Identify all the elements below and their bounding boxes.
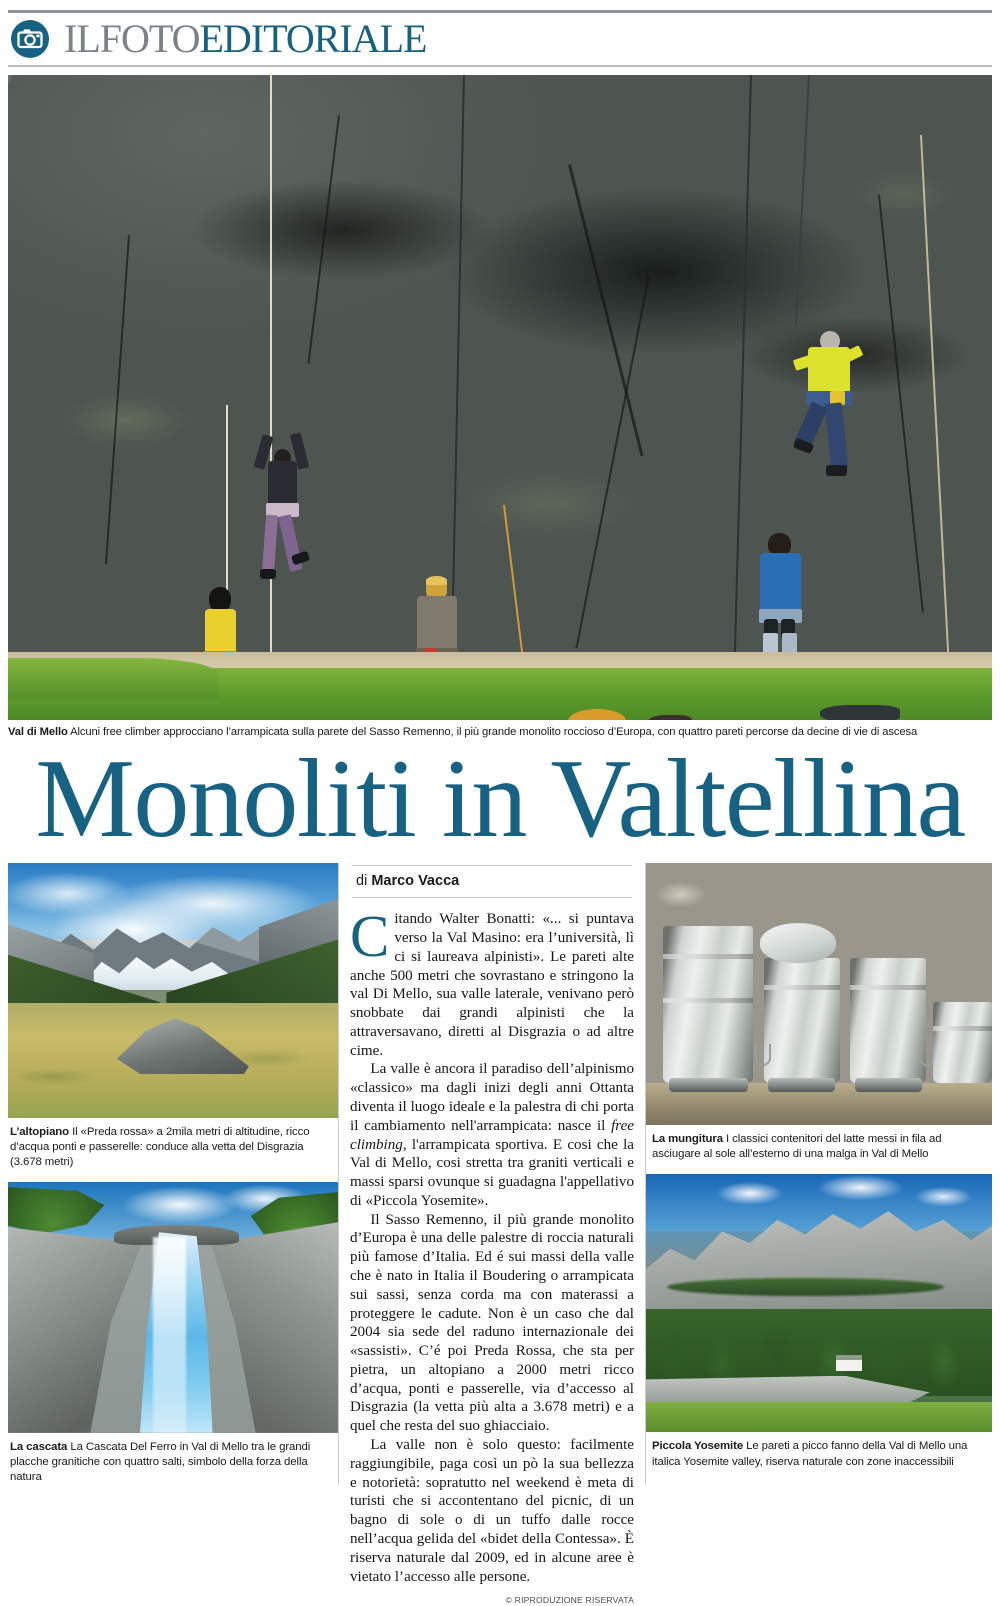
hero-caption-label: Val di Mello — [8, 726, 68, 738]
altopiano-caption — [8, 1118, 338, 1170]
masthead-title-part1: ILFOTO — [64, 16, 200, 61]
mungitura-photo — [646, 863, 992, 1125]
drop-cap: C — [350, 903, 390, 970]
waterfall-spray — [153, 1237, 186, 1432]
right-column — [646, 863, 992, 1485]
byline-author: Marco Vacca — [371, 873, 460, 890]
meadow — [646, 1402, 992, 1433]
gear-pile — [648, 715, 692, 720]
piccola-yosemite-caption-label: Piccola Yosemite — [652, 1440, 744, 1453]
masthead-bottom-rule — [8, 65, 992, 67]
page-title — [64, 16, 427, 61]
article-p2-a: La valle è ancora il paradiso dell’alpinismo «classico» ma dagli inizi degli anni Ottanta diventa il luogo ideale e la palestra di chi porta il cambiamento nell'arrampicata: nasce il — [350, 1061, 634, 1134]
white-house — [836, 1355, 862, 1371]
altopiano-photo — [8, 863, 338, 1117]
piccola-yosemite-photo — [646, 1174, 992, 1432]
article-paragraph-3: Il Sasso Remenno, il più grande monolito d’Europa è una delle palestre di roccia naturali più famose d’Italia. Ed é sui massi della valle che è nato in Italia il Boudering o arrampicata sui sassi, senza corda ma con materassi a proteggere le cadute. Non è un caso che dal 2004 sia sede del raduno internazionale dei «sassisti». C’é poi Preda Rossa, che sta per pietra, un altopiano a 2000 metri ricco d’acqua, ponti e passerelle, via d’accesso al Disgrazia (la vetta più alta a 3.678 metri) e a quel che resta del suo ghiacciaio. — [350, 1211, 634, 1435]
content-grid — [8, 863, 992, 1606]
article-p2-emphasis: free climbing — [350, 1117, 634, 1153]
mungitura-caption-label: La mungitura — [652, 1133, 723, 1146]
left-column — [8, 863, 338, 1485]
hero-caption-text: Alcuni free climber approcciano l’arrampicata sulla parete del Sasso Remenno, il più grande monolito roccioso d’Europa, con quattro pareti percorse da decine di vie di ascesa — [70, 726, 918, 738]
milk-can-lid — [760, 923, 836, 962]
cascata-caption-label: La cascata — [10, 1440, 68, 1453]
milk-can — [850, 958, 926, 1084]
altopiano-caption-text: Il «Preda rossa» a 2mila metri di altitudine, ricco d’acqua ponti e passerelle: conduce alla vetta del Disgrazia (3.678 metri) — [10, 1125, 310, 1168]
article-p1-text: itando Walter Bonatti: «... si puntava verso la Val Masino: era l’università, lì ci si laureava alpinisti». Le pareti alte anche 500 metri che sovrastano e stringono la val Di Mello, sua valle laterale, venivano però snobbate dai grandi alpinisti che la attraversavano, diretti al Disgrazia o ad altre cime. — [350, 911, 634, 1059]
piccola-yosemite-caption — [646, 1432, 992, 1469]
altopiano-caption-label: L’altopiano — [10, 1125, 70, 1138]
article-paragraph-4: La valle non è solo questo: facilmente raggiungibile, paga così un pò la sua bellezza e notorietà: sopratutto nel weekend è meta di turisti che si accontentano del picnic, di un bagno di sole o di un tuffo dalle rocce nell’acqua gelida del «bidet della Contessa». È riserva naturale dal 2009, ed in alcune aree è vietato l’accesso alle persone. — [350, 1437, 634, 1585]
copyright-credit: © RIPRODUZIONE RISERVATA — [505, 1595, 634, 1606]
milk-can — [663, 926, 753, 1083]
masthead-title-part2: EDITORIALE — [199, 16, 427, 61]
milk-can-tilted — [933, 1002, 992, 1083]
mungitura-caption-text: I classici contenitori del latte messi in fila ad asciugare al sole all’esterno di una malga in Val di Mello — [652, 1133, 942, 1161]
cascata-caption-text: La Cascata Del Ferro in Val di Mello tra le grandi placche granitiche con quattro salti, simbolo della forza della natura — [10, 1440, 311, 1484]
climber-yellow-shirt — [780, 323, 876, 493]
article-column — [338, 863, 646, 1606]
article-paragraph-2 — [350, 1060, 634, 1210]
article-p2-b: , l'arrampicata sportiva. E cosi che la Val di Mello, cosi stretta tra graniti verticali e massi sparsi ovunque si guadagna l'appellativo di «Piccola Yosemite». — [350, 1136, 634, 1209]
newspaper-page — [0, 10, 1000, 1606]
milk-can — [764, 958, 840, 1084]
byline-prefix: di — [356, 873, 368, 890]
gear-pile — [820, 705, 900, 720]
climber-on-wall — [246, 433, 316, 603]
vegetation-band — [667, 1278, 944, 1296]
article-body — [350, 903, 634, 1606]
article-headline: Monoliti in Valtellina — [35, 736, 965, 861]
article-paragraph-1 — [350, 903, 634, 1060]
hero-photo-climbers — [8, 75, 992, 720]
cascata-photo — [8, 1182, 338, 1433]
piccola-yosemite-caption-text: Le pareti a picco fanno della Val di Mello una italica Yosemite valley, riserva naturale con zone inaccessibili — [652, 1440, 968, 1468]
mungitura-caption — [646, 1125, 992, 1162]
cascata-caption — [8, 1433, 338, 1485]
masthead — [8, 13, 992, 65]
camera-icon — [10, 19, 50, 59]
grass-left-patch — [8, 658, 218, 698]
byline — [352, 865, 632, 898]
